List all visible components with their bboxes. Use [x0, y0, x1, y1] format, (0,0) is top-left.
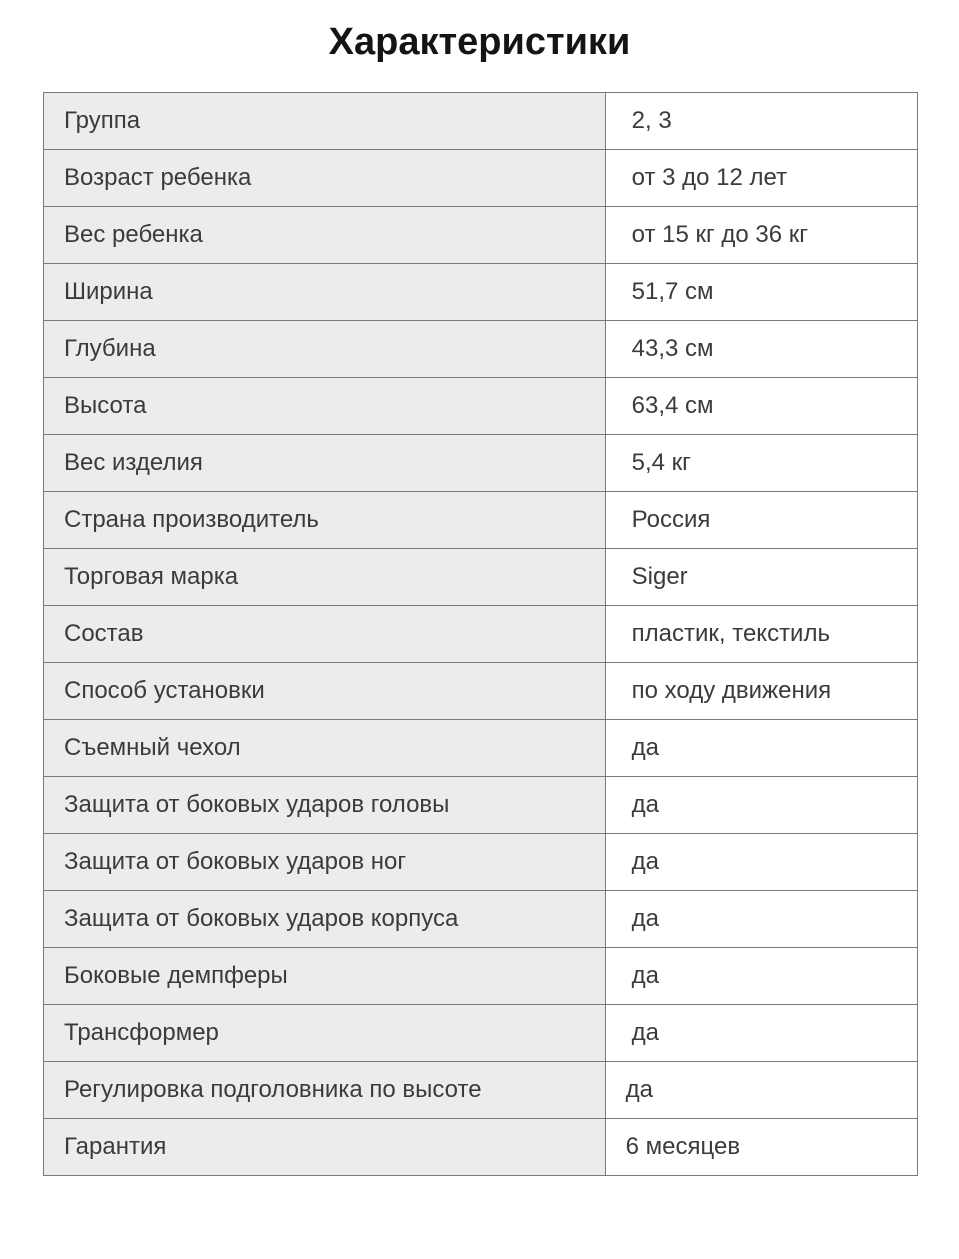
table-row [44, 378, 918, 435]
spec-value: 2, 3 [605, 93, 917, 150]
spec-label: Защита от боковых ударов корпуса [44, 891, 606, 948]
spec-value: да [605, 720, 917, 777]
spec-value: да [605, 834, 917, 891]
table-row [44, 948, 918, 1005]
spec-label: Ширина [44, 264, 606, 321]
spec-value: 5,4 кг [605, 435, 917, 492]
table-row [44, 321, 918, 378]
spec-label: Группа [44, 93, 606, 150]
spec-label: Страна производитель [44, 492, 606, 549]
table-row [44, 720, 918, 777]
spec-label: Высота [44, 378, 606, 435]
spec-value: да [605, 777, 917, 834]
spec-label: Защита от боковых ударов ног [44, 834, 606, 891]
table-row [44, 549, 918, 606]
spec-value: 51,7 см [605, 264, 917, 321]
spec-value: пластик, текстиль [605, 606, 917, 663]
table-row [44, 207, 918, 264]
spec-label: Гарантия [44, 1119, 606, 1176]
spec-value: да [605, 1005, 917, 1062]
table-row [44, 150, 918, 207]
table-row [44, 606, 918, 663]
spec-value: да [605, 948, 917, 1005]
page-title: Характеристики [328, 21, 631, 63]
table-row [44, 777, 918, 834]
spec-value: 6 месяцев [605, 1119, 917, 1176]
spec-value: от 3 до 12 лет [605, 150, 917, 207]
spec-label: Возраст ребенка [44, 150, 606, 207]
table-row [44, 1005, 918, 1062]
table-row [44, 93, 918, 150]
spec-label: Регулировка подголовника по высоте [44, 1062, 606, 1119]
spec-value: по ходу движения [605, 663, 917, 720]
spec-label: Вес ребенка [44, 207, 606, 264]
spec-value: 43,3 см [605, 321, 917, 378]
spec-label: Торговая марка [44, 549, 606, 606]
spec-label: Боковые демпферы [44, 948, 606, 1005]
specs-table [43, 92, 918, 1176]
spec-value: Siger [605, 549, 917, 606]
spec-label: Трансформер [44, 1005, 606, 1062]
spec-label: Защита от боковых ударов головы [44, 777, 606, 834]
table-row [44, 1062, 918, 1119]
table-row [44, 1119, 918, 1176]
table-row [44, 435, 918, 492]
spec-value: Россия [605, 492, 917, 549]
table-row [44, 891, 918, 948]
spec-value: от 15 кг до 36 кг [605, 207, 917, 264]
spec-value: да [605, 891, 917, 948]
spec-label: Съемный чехол [44, 720, 606, 777]
spec-label: Вес изделия [44, 435, 606, 492]
spec-label: Глубина [44, 321, 606, 378]
spec-value: да [605, 1062, 917, 1119]
table-row [44, 492, 918, 549]
spec-label: Способ установки [44, 663, 606, 720]
table-row [44, 834, 918, 891]
table-row [44, 663, 918, 720]
spec-label: Состав [44, 606, 606, 663]
spec-value: 63,4 см [605, 378, 917, 435]
table-row [44, 264, 918, 321]
